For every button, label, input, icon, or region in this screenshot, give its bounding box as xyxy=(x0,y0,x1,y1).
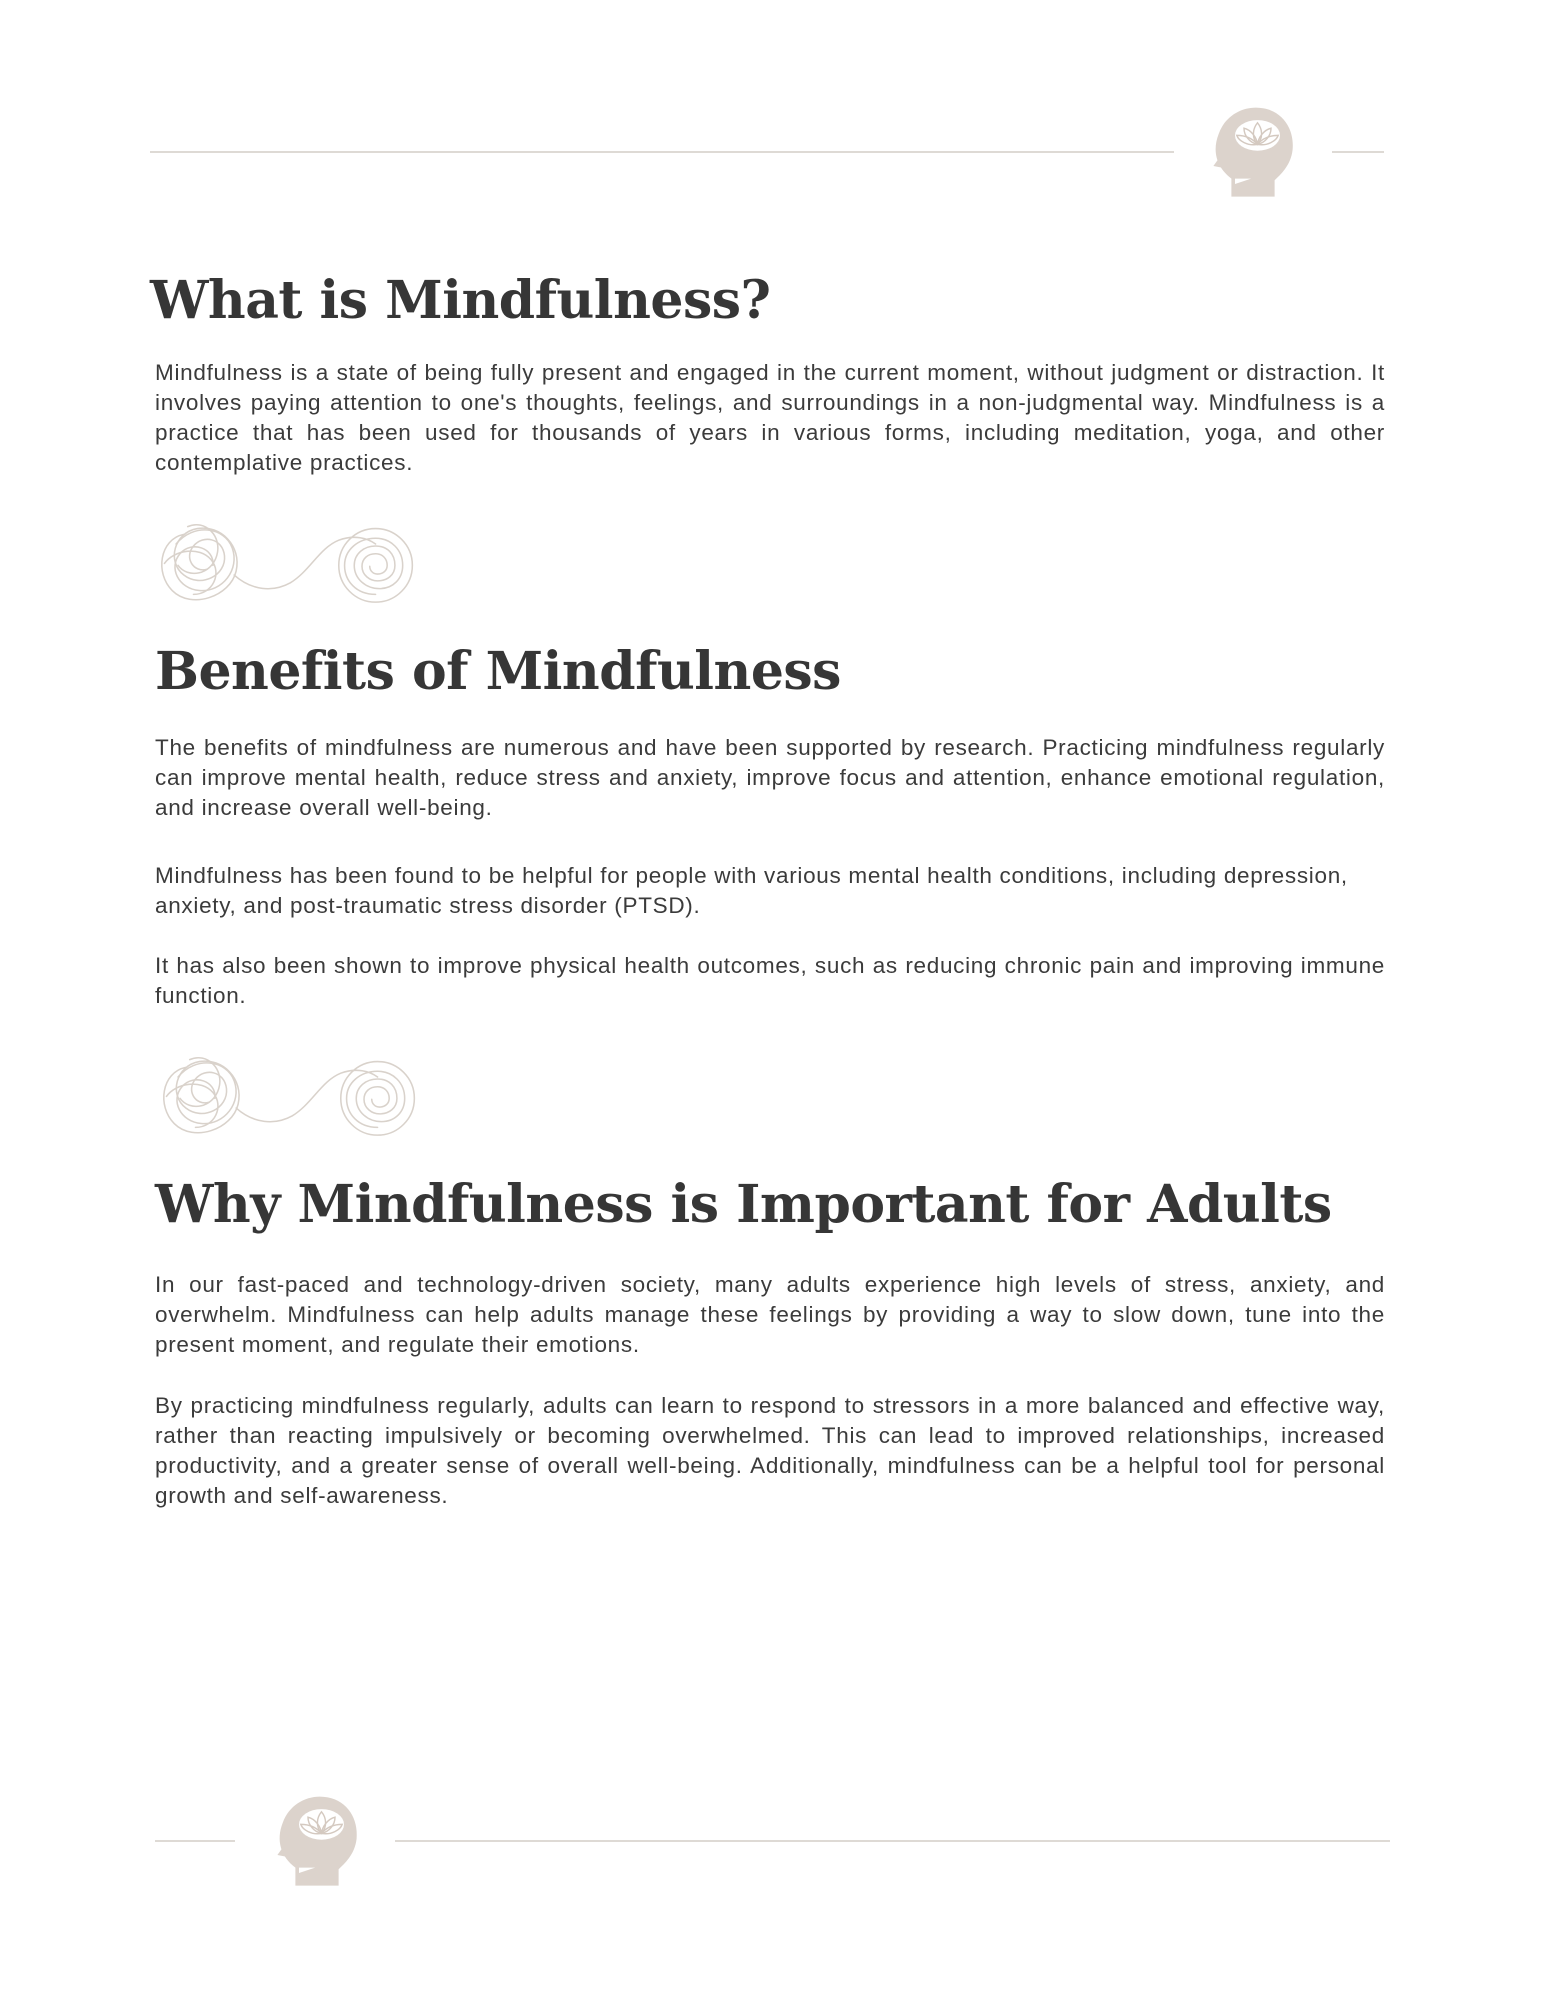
section-title-why-important-for-adults: Why Mindfulness is Important for Adults xyxy=(155,1174,1332,1235)
section-1-paragraph-1: Mindfulness is a state of being fully present and engaged in the current moment, without judgment or distraction. It involves paying attention to one's thoughts, feelings, and surroundings in a non-judgmental way. Mindfulness is a practice that has been used for thousands of years in various forms, including meditation, yoga, and other contemplative practices. xyxy=(155,360,1385,475)
header-rule-right xyxy=(1332,151,1384,153)
section-2-paragraph-3: It has also been shown to improve physical health outcomes, such as reducing chronic pain and improving immune function. xyxy=(155,953,1385,1008)
section-3-paragraph-2: By practicing mindfulness regularly, adults can learn to respond to stressors in a more balanced and effective way, rather than reacting impulsively or becoming overwhelmed. This can lead to improved relationships, increased productivity, and a greater sense of overall well-being. Additionally, mindfulness can be a helpful tool for personal growth and self-awareness. xyxy=(155,1393,1385,1508)
squiggle-spiral-icon xyxy=(155,1048,420,1140)
section-title-benefits: Benefits of Mindfulness xyxy=(155,641,841,702)
footer-rule-right xyxy=(395,1840,1390,1842)
head-lotus-icon xyxy=(1208,103,1298,202)
head-lotus-icon xyxy=(272,1792,362,1891)
squiggle-spiral-icon xyxy=(153,515,418,607)
section-3-paragraph-1: In our fast-paced and technology-driven society, many adults experience high levels of stress, anxiety, and overwhelm. Mindfulness can help adults manage these feelings by providing a way to slow down, tune into the present moment, and regulate their emotions. xyxy=(155,1272,1385,1357)
section-2-paragraph-2: Mindfulness has been found to be helpful for people with various mental health conditions, including depression, anxiety, and post-traumatic stress disorder (PTSD). xyxy=(155,863,1348,918)
section-title-what-is-mindfulness: What is Mindfulness? xyxy=(150,270,771,331)
header-rule-left xyxy=(150,151,1174,153)
footer-rule-left xyxy=(155,1840,235,1842)
section-2-paragraph-1: The benefits of mindfulness are numerous and have been supported by research. Practicing mindfulness regularly can improve mental health, reduce stress and anxiety, improve focus and attention, enhance emotional regulation, and increase overall well-being. xyxy=(155,735,1385,820)
